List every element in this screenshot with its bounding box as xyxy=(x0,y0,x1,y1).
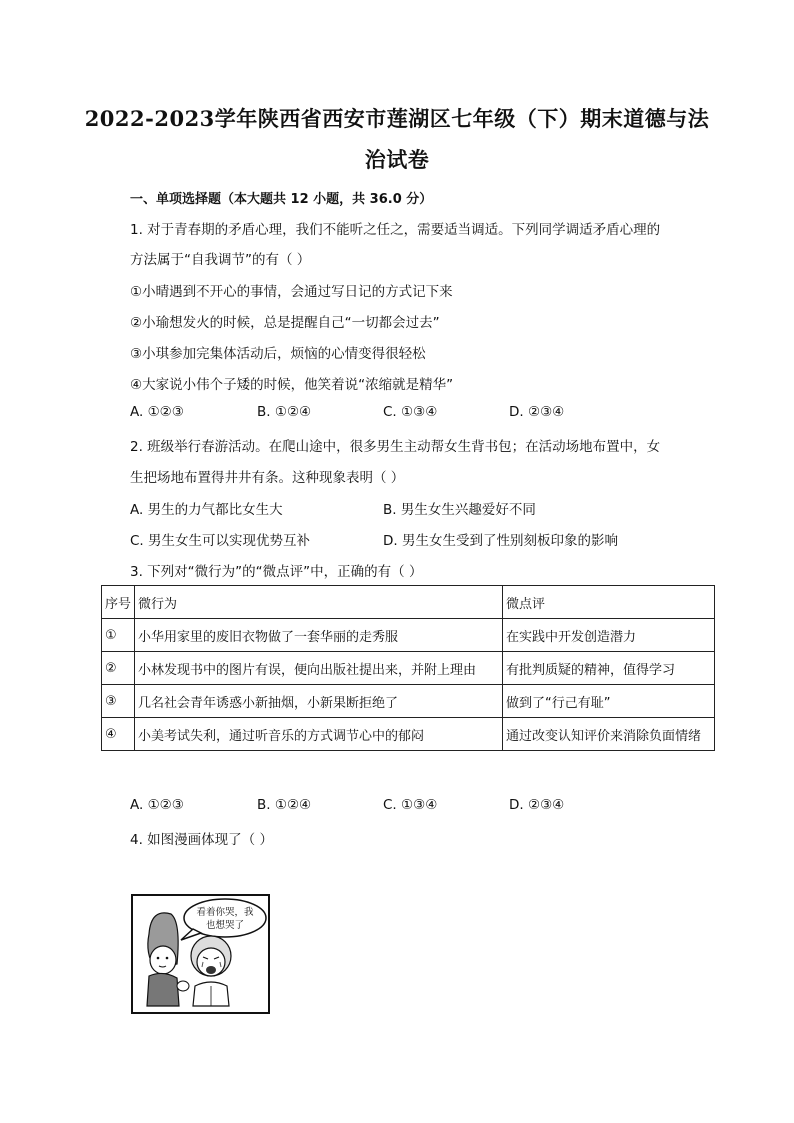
table-cell: 有批判质疑的精神，值得学习 xyxy=(503,652,715,685)
table-cell: ① xyxy=(102,619,135,652)
q3-stem: 3. 下列对“微行为”的“微点评”中，正确的有（ ） xyxy=(130,564,423,580)
paper-title-line1: 2022-2023学年陕西省西安市莲湖区七年级（下）期末道德与法 xyxy=(84,106,710,131)
q1-item-3: ③小琪参加完集体活动后，烦恼的心情变得很轻松 xyxy=(130,346,426,362)
q3-option-c[interactable]: C. ①③④ xyxy=(383,797,438,813)
q1-item-1: ①小晴遇到不开心的事情，会通过写日记的方式记下来 xyxy=(130,284,453,300)
table-cell: ③ xyxy=(102,685,135,718)
q1-option-c[interactable]: C. ①③④ xyxy=(383,404,438,420)
q1-stem-line2: 方法属于“自我调节”的有（ ） xyxy=(130,252,311,268)
q3-table xyxy=(101,585,715,751)
table-header-row xyxy=(102,586,715,619)
q2-stem-line1: 2. 班级举行春游活动。在爬山途中，很多男生主动帮女生背书包；在活动场地布置中，女 xyxy=(130,439,661,455)
q3-option-b[interactable]: B. ①②④ xyxy=(257,797,312,813)
table-cell: 小林发现书中的图片有误，便向出版社提出来，并附上理由 xyxy=(135,652,503,685)
table-header-cell: 微行为 xyxy=(135,586,503,619)
q4-stem: 4. 如图漫画体现了（ ） xyxy=(130,832,273,848)
q1-stem-line1: 1. 对于青春期的矛盾心理，我们不能听之任之，需要适当调适。下列同学调适矛盾心理的 xyxy=(130,222,661,238)
paper-title-line2: 治试卷 xyxy=(364,147,430,172)
q1-option-a[interactable]: A. ①②③ xyxy=(130,404,184,420)
table-header-cell: 序号 xyxy=(102,586,135,619)
table-row xyxy=(102,685,715,718)
comic-illustration xyxy=(131,894,270,1014)
table-header-cell: 微点评 xyxy=(503,586,715,619)
comic-speech-line1: 看着你哭，我 xyxy=(196,907,254,918)
q2-option-a[interactable]: A. 男生的力气都比女生大 xyxy=(130,502,283,518)
comic-speech-line2: 也想哭了 xyxy=(205,920,245,931)
table-row xyxy=(102,718,715,751)
q1-item-4: ④大家说小伟个子矮的时候，他笑着说“浓缩就是精华” xyxy=(130,377,454,393)
table-cell: 做到了“行己有耻” xyxy=(503,685,715,718)
table-cell: 几名社会青年诱惑小新抽烟，小新果断拒绝了 xyxy=(135,685,503,718)
q1-option-b[interactable]: B. ①②④ xyxy=(257,404,312,420)
table-cell: 通过改变认知评价来消除负面情绪 xyxy=(503,718,715,751)
q2-option-c[interactable]: C. 男生女生可以实现优势互补 xyxy=(130,533,311,549)
q3-option-a[interactable]: A. ①②③ xyxy=(130,797,184,813)
q2-option-b[interactable]: B. 男生女生兴趣爱好不同 xyxy=(383,502,536,518)
comic-drawing xyxy=(131,894,270,1014)
table-cell: 在实践中开发创造潜力 xyxy=(503,619,715,652)
q1-option-d[interactable]: D. ②③④ xyxy=(509,404,565,420)
q2-stem-line2: 生把场地布置得井井有条。这种现象表明（ ） xyxy=(130,470,405,486)
table-cell: ② xyxy=(102,652,135,685)
table-cell: ④ xyxy=(102,718,135,751)
q1-item-2: ②小瑜想发火的时候，总是提醒自己“一切都会过去” xyxy=(130,315,440,331)
table-cell: 小华用家里的废旧衣物做了一套华丽的走秀服 xyxy=(135,619,503,652)
table-row xyxy=(102,619,715,652)
q2-option-d[interactable]: D. 男生女生受到了性别刻板印象的影响 xyxy=(383,533,618,549)
table-row xyxy=(102,652,715,685)
table-cell: 小美考试失利，通过听音乐的方式调节心中的郁闷 xyxy=(135,718,503,751)
section-header: 一、单项选择题（本大题共 12 小题，共 36.0 分） xyxy=(130,192,433,207)
q3-option-d[interactable]: D. ②③④ xyxy=(509,797,565,813)
